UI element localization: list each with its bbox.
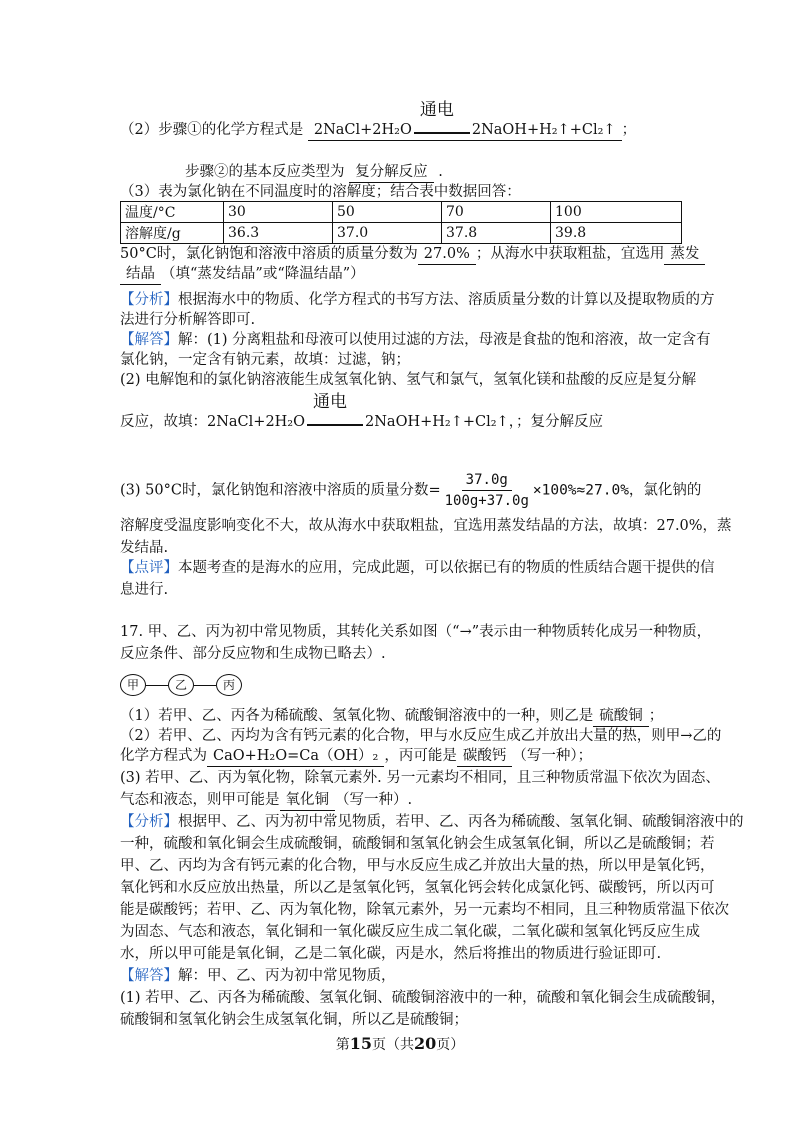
q17-part3-line2: 气态和液态，则甲可能是 氧化铜 （写一种）.	[120, 790, 412, 811]
q17-part2-line2: 化学方程式为 CaO+H₂O=Ca（OH）₂ ，丙可能是 碳酸钙 （写一种）；	[120, 746, 592, 767]
q16-comment-line2: 息进行.	[120, 582, 169, 598]
q16-step2-line: 步骤②的基本反应类型为 复分解反应 .	[185, 162, 443, 183]
q17-answer-jia: 氧化铜	[280, 790, 336, 811]
q17-solution-line: 硫酸铜和氢氧化钠会生成氢氧化铜，所以乙是硫酸铜；	[120, 1012, 468, 1028]
electrolysis-arrow: 通电	[307, 410, 363, 426]
node-jia: 甲	[120, 674, 146, 696]
q16-analysis-line1: 【分析】根据海水中的物质、化学方程式的书写方法、溶质质量分数的计算以及提取物质的方	[120, 292, 715, 308]
q17-part1-line: （1）若甲、乙、丙各为稀硫酸、氢氧化物、硫酸铜溶液中的一种，则乙是 硫酸铜 ；	[120, 706, 663, 727]
node-yi: 乙	[168, 674, 194, 696]
q17-analysis-line: 氧化钙和水反应放出热量，所以乙是氢氧化钙，氢氧化钙会转化成氯化钙、碳酸钙，所以丙可	[120, 880, 715, 896]
page-footer: 第15页（共20页）	[335, 1034, 465, 1053]
q17-solution-line1: 【解答】解：甲、乙、丙为初中常见物质，	[120, 968, 396, 984]
table-cell: 36.3	[224, 223, 333, 244]
comment-tag: 【点评】	[120, 560, 178, 576]
table-cell: 100	[551, 202, 682, 223]
analysis-tag: 【分析】	[120, 814, 178, 830]
q17-answer-equation: CaO+H₂O=Ca（OH）₂	[207, 746, 384, 767]
node-bing: 丙	[216, 674, 242, 696]
q16-solution-line1: 【解答】解：(1) 分离粗盐和母液可以使用过滤的方法，母液是食盐的饱和溶液，故一定含有	[120, 332, 711, 348]
q16-part2-equation: 2NaCl+2H₂O 通电 2NaOH+H₂↑+Cl₂↑	[308, 118, 622, 141]
q16-analysis-line2: 法进行分析解答即可.	[120, 312, 256, 328]
solution-tag: 【解答】	[120, 968, 178, 984]
table-cell: 30	[224, 202, 333, 223]
table-row	[121, 202, 682, 223]
table-cell: 39.8	[551, 223, 682, 244]
page-total: 20	[414, 1034, 437, 1053]
electrolysis-arrow: 通电	[414, 118, 470, 134]
q16-solution-line5: (3) 50°C时，氯化钠饱和溶液中溶质的质量分数= $\frac{37.0g}{100g+37.0g}$ ×100%≈27.0%，氯化钠的	[120, 472, 702, 509]
table-cell: 溶解度/g	[121, 223, 224, 244]
mass-fraction-formula: $\frac{37.0g}{100g+37.0g}$	[444, 472, 529, 509]
q16-part3-intro: （3）表为氯化钠在不同温度时的溶解度；结合表中数据回答：	[120, 184, 521, 200]
q17-analysis-line: 甲、乙、丙均为含有钙元素的化合物，甲与水反应生成乙并放出大量的热，所以甲是氧化钙，	[120, 858, 715, 874]
q17-part3-line1: (3) 若甲、乙、丙为氧化物，除氧元素外. 另一元素均不相同，且三种物质常温下依次为固态、	[120, 770, 720, 786]
q17-analysis-line: 能是碳酸钙；若甲、乙、丙为氧化物，除氧元素外，另一元素均不相同，且三种物质常温下依次	[120, 902, 729, 918]
q17-solution-line: (1) 若甲、乙、丙各为稀硫酸、氢氧化铜、硫酸铜溶液中的一种，硫酸和氧化铜会生成硫酸铜，	[120, 990, 726, 1006]
q16-part2-line: （2）步骤①的化学方程式是 2NaCl+2H₂O 通电 2NaOH+H₂↑+Cl₂↑ ；	[120, 118, 636, 141]
page-number: 15	[349, 1034, 372, 1053]
q17-analysis-line: 水，所以甲可能是氧化铜，乙是二氧化碳，丙是水，然后将推出的物质进行验证即可.	[120, 946, 662, 962]
q17-answer-yi: 硫酸铜	[593, 706, 649, 727]
q16-comment-line1: 【点评】本题考查的是海水的应用，完成此题，可以依据已有的物质的性质结合题干提供的信	[120, 560, 715, 576]
q16-solution-line4: 反应，故填：2NaCl+2H₂O 通电 2NaOH+H₂↑+Cl₂↑，；复分解反应	[120, 392, 603, 430]
q16-solution-line6: 溶解度受温度影响变化不大，故从海水中获取粗盐，宜选用蒸发结晶的方法，故填：27.0%，蒸	[120, 518, 732, 534]
table-cell: 70	[442, 202, 551, 223]
table-cell: 50	[333, 202, 442, 223]
table-row	[121, 223, 682, 244]
q17-stem-line2: 反应条件、部分反应物和生成物已略去）.	[120, 646, 386, 662]
table-cell: 37.0	[333, 223, 442, 244]
q17-answer-bing: 碳酸钙	[457, 746, 513, 767]
q16-solution-line3: (2) 电解饱和的氯化钠溶液能生成氢氧化钠、氢气和氯气，氢氧化镁和盐酸的反应是复分解	[120, 372, 697, 388]
q16-part3-line2: 结晶 （填“蒸发结晶”或“降温结晶”）	[120, 264, 365, 285]
q16-part3-line1: 50°C时，氯化钠饱和溶液中溶质的质量分数为 27.0% ；从海水中获取粗盐，宜选用 蒸发	[120, 244, 705, 265]
q16-answer-method-b: 结晶	[120, 264, 161, 285]
q17-stem-line1: 17. 甲、乙、丙为初中常见物质，其转化关系如图（“→”表示由一种物质转化成另一种物质，	[120, 624, 712, 640]
q17-analysis-line: 一种，硫酸和氧化铜会生成硫酸铜，硫酸铜和氢氧化钠会生成氢氧化铜，所以乙是硫酸铜；若	[120, 836, 715, 852]
solution-tag: 【解答】	[120, 332, 178, 348]
q17-analysis-line: 为固态、气态和液态，氧化铜和一氧化碳反应生成二氧化碳，二氧化碳和氢氧化钙反应生成	[120, 924, 700, 940]
connector-line	[146, 685, 168, 686]
q17-part2-line1: （2）若甲、乙、丙均为含有钙元素的化合物，甲与水反应生成乙并放出大量的热，则甲→乙的	[120, 728, 722, 744]
q16-part2-prefix: （2）步骤①的化学方程式是	[120, 122, 304, 138]
connector-line	[194, 685, 216, 686]
table-cell: 温度/°C	[121, 202, 224, 223]
q16-answer-method-a: 蒸发	[664, 244, 705, 265]
q16-step2-answer: 复分解反应	[349, 162, 434, 183]
q16-solution-line2: 氯化钠，一定含有钠元素，故填：过滤，钠；	[120, 352, 410, 368]
q16-solution-line7: 发结晶.	[120, 540, 169, 556]
q16-answer-mass-fraction: 27.0%	[418, 244, 476, 265]
analysis-tag: 【分析】	[120, 292, 178, 308]
solubility-table	[120, 201, 682, 244]
conversion-diagram	[120, 674, 250, 698]
table-cell: 37.8	[442, 223, 551, 244]
q17-analysis-line: 【分析】根据甲、乙、丙为初中常见物质，若甲、乙、丙各为稀硫酸、氢氧化铜、硫酸铜溶液中的	[120, 814, 744, 830]
